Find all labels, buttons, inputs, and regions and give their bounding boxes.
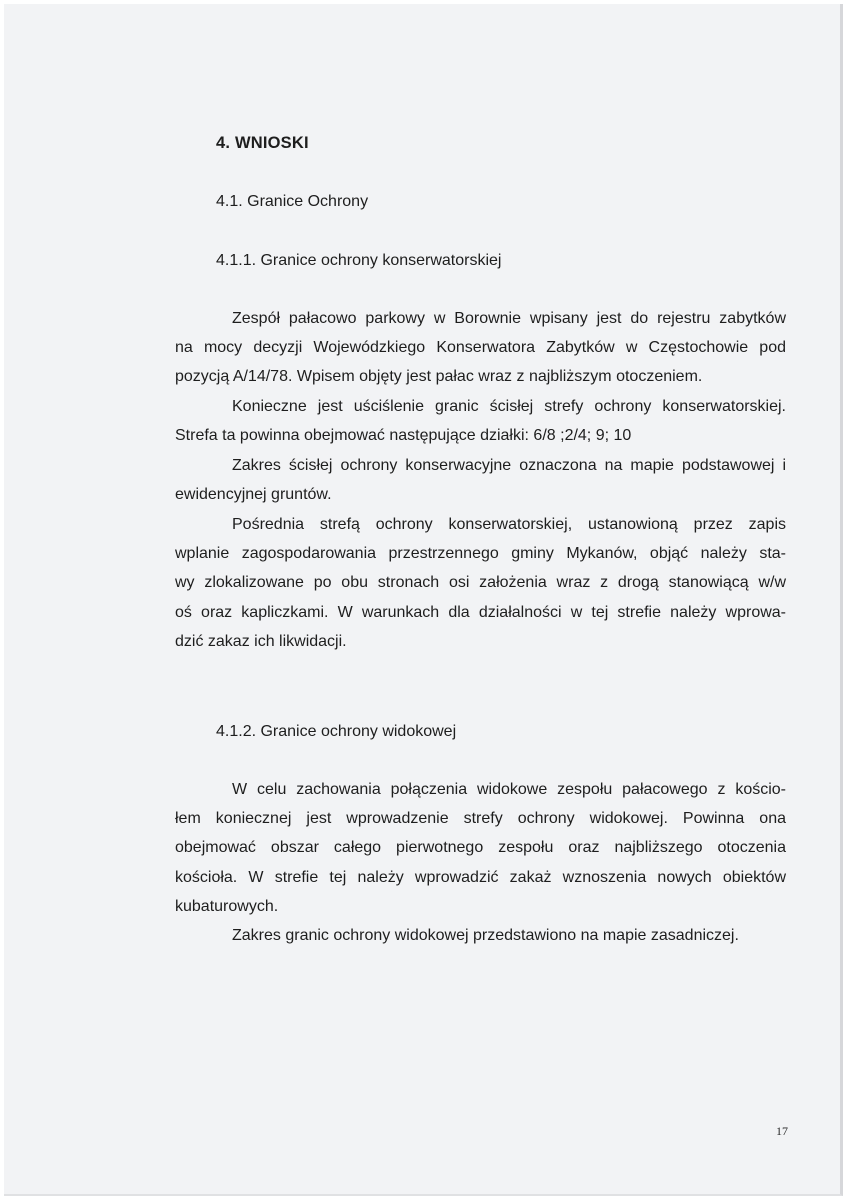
paragraph-line: oś oraz kapliczkami. W warunkach dla działalności w tej strefie należy wprowa- xyxy=(175,603,786,621)
paragraph-line: na mocy decyzji Wojewódzkiego Konserwatora Zabytków w Częstochowie pod xyxy=(175,339,786,357)
paragraph-line: ewidencyjnej gruntów. xyxy=(175,486,332,504)
paragraph-line: W celu zachowania połączenia widokowe zespołu pałacowego z kościo- xyxy=(232,781,786,798)
paragraph-line: dzić zakaz ich likwidacji. xyxy=(175,632,347,650)
paragraph xyxy=(175,451,786,509)
document-page xyxy=(4,4,843,1196)
paragraph-line: obejmować obszar całego pierwotnego zespołu oraz najbliższego otoczenia xyxy=(175,839,786,857)
paragraph-line: Zakres ścisłej ochrony konserwacyjne oznaczona na mapie podstawowej i xyxy=(232,457,786,474)
subsubsection-heading-2: 4.1.2. Granice ochrony widokowej xyxy=(216,723,457,740)
section-heading: 4. WNIOSKI xyxy=(216,134,309,152)
paragraph-line: Zakres granic ochrony widokowej przedstawiono na mapie zasadniczej. xyxy=(232,927,739,944)
paragraph-line: kubaturowych. xyxy=(175,897,279,915)
paragraph-line: łem koniecznej jest wprowadzenie strefy ochrony widokowej. Powinna ona xyxy=(175,810,786,828)
page-number: 17 xyxy=(776,1124,788,1138)
paragraph xyxy=(175,392,786,450)
page-content xyxy=(4,4,840,1194)
paragraph xyxy=(175,921,786,950)
paragraph-line: pozycją A/14/78. Wpisem objęty jest pałac wraz z najbliższym otoczeniem. xyxy=(175,368,703,386)
subsubsection-heading-1: 4.1.1. Granice ochrony konserwatorskiej xyxy=(216,252,502,269)
paragraph-line: wy zlokalizowane po obu stronach osi założenia wraz z drogą stanowiącą w/w xyxy=(175,574,786,592)
paragraph-line: Zespół pałacowo parkowy w Borownie wpisany jest do rejestru zabytków xyxy=(232,310,786,327)
paragraph-line: wplanie zagospodarowania przestrzennego gminy Mykanów, objąć należy sta- xyxy=(175,545,786,563)
paragraph-line: Strefa ta powinna obejmować następujące działki: 6/8 ;2/4; 9; 10 xyxy=(175,427,632,445)
paragraph-line: Konieczne jest uściślenie granic ścisłej strefy ochrony konserwatorskiej. xyxy=(232,398,786,415)
paragraph xyxy=(175,510,786,656)
paragraph xyxy=(175,304,786,392)
paragraph-line: kościoła. W strefie tej należy wprowadzić zakaż wznoszenia nowych obiektów xyxy=(175,868,786,886)
paragraph xyxy=(175,775,786,921)
subsection-heading: 4.1. Granice Ochrony xyxy=(216,193,369,210)
paragraph-line: Pośrednia strefą ochrony konserwatorskiej, ustanowioną przez zapis xyxy=(232,516,786,533)
